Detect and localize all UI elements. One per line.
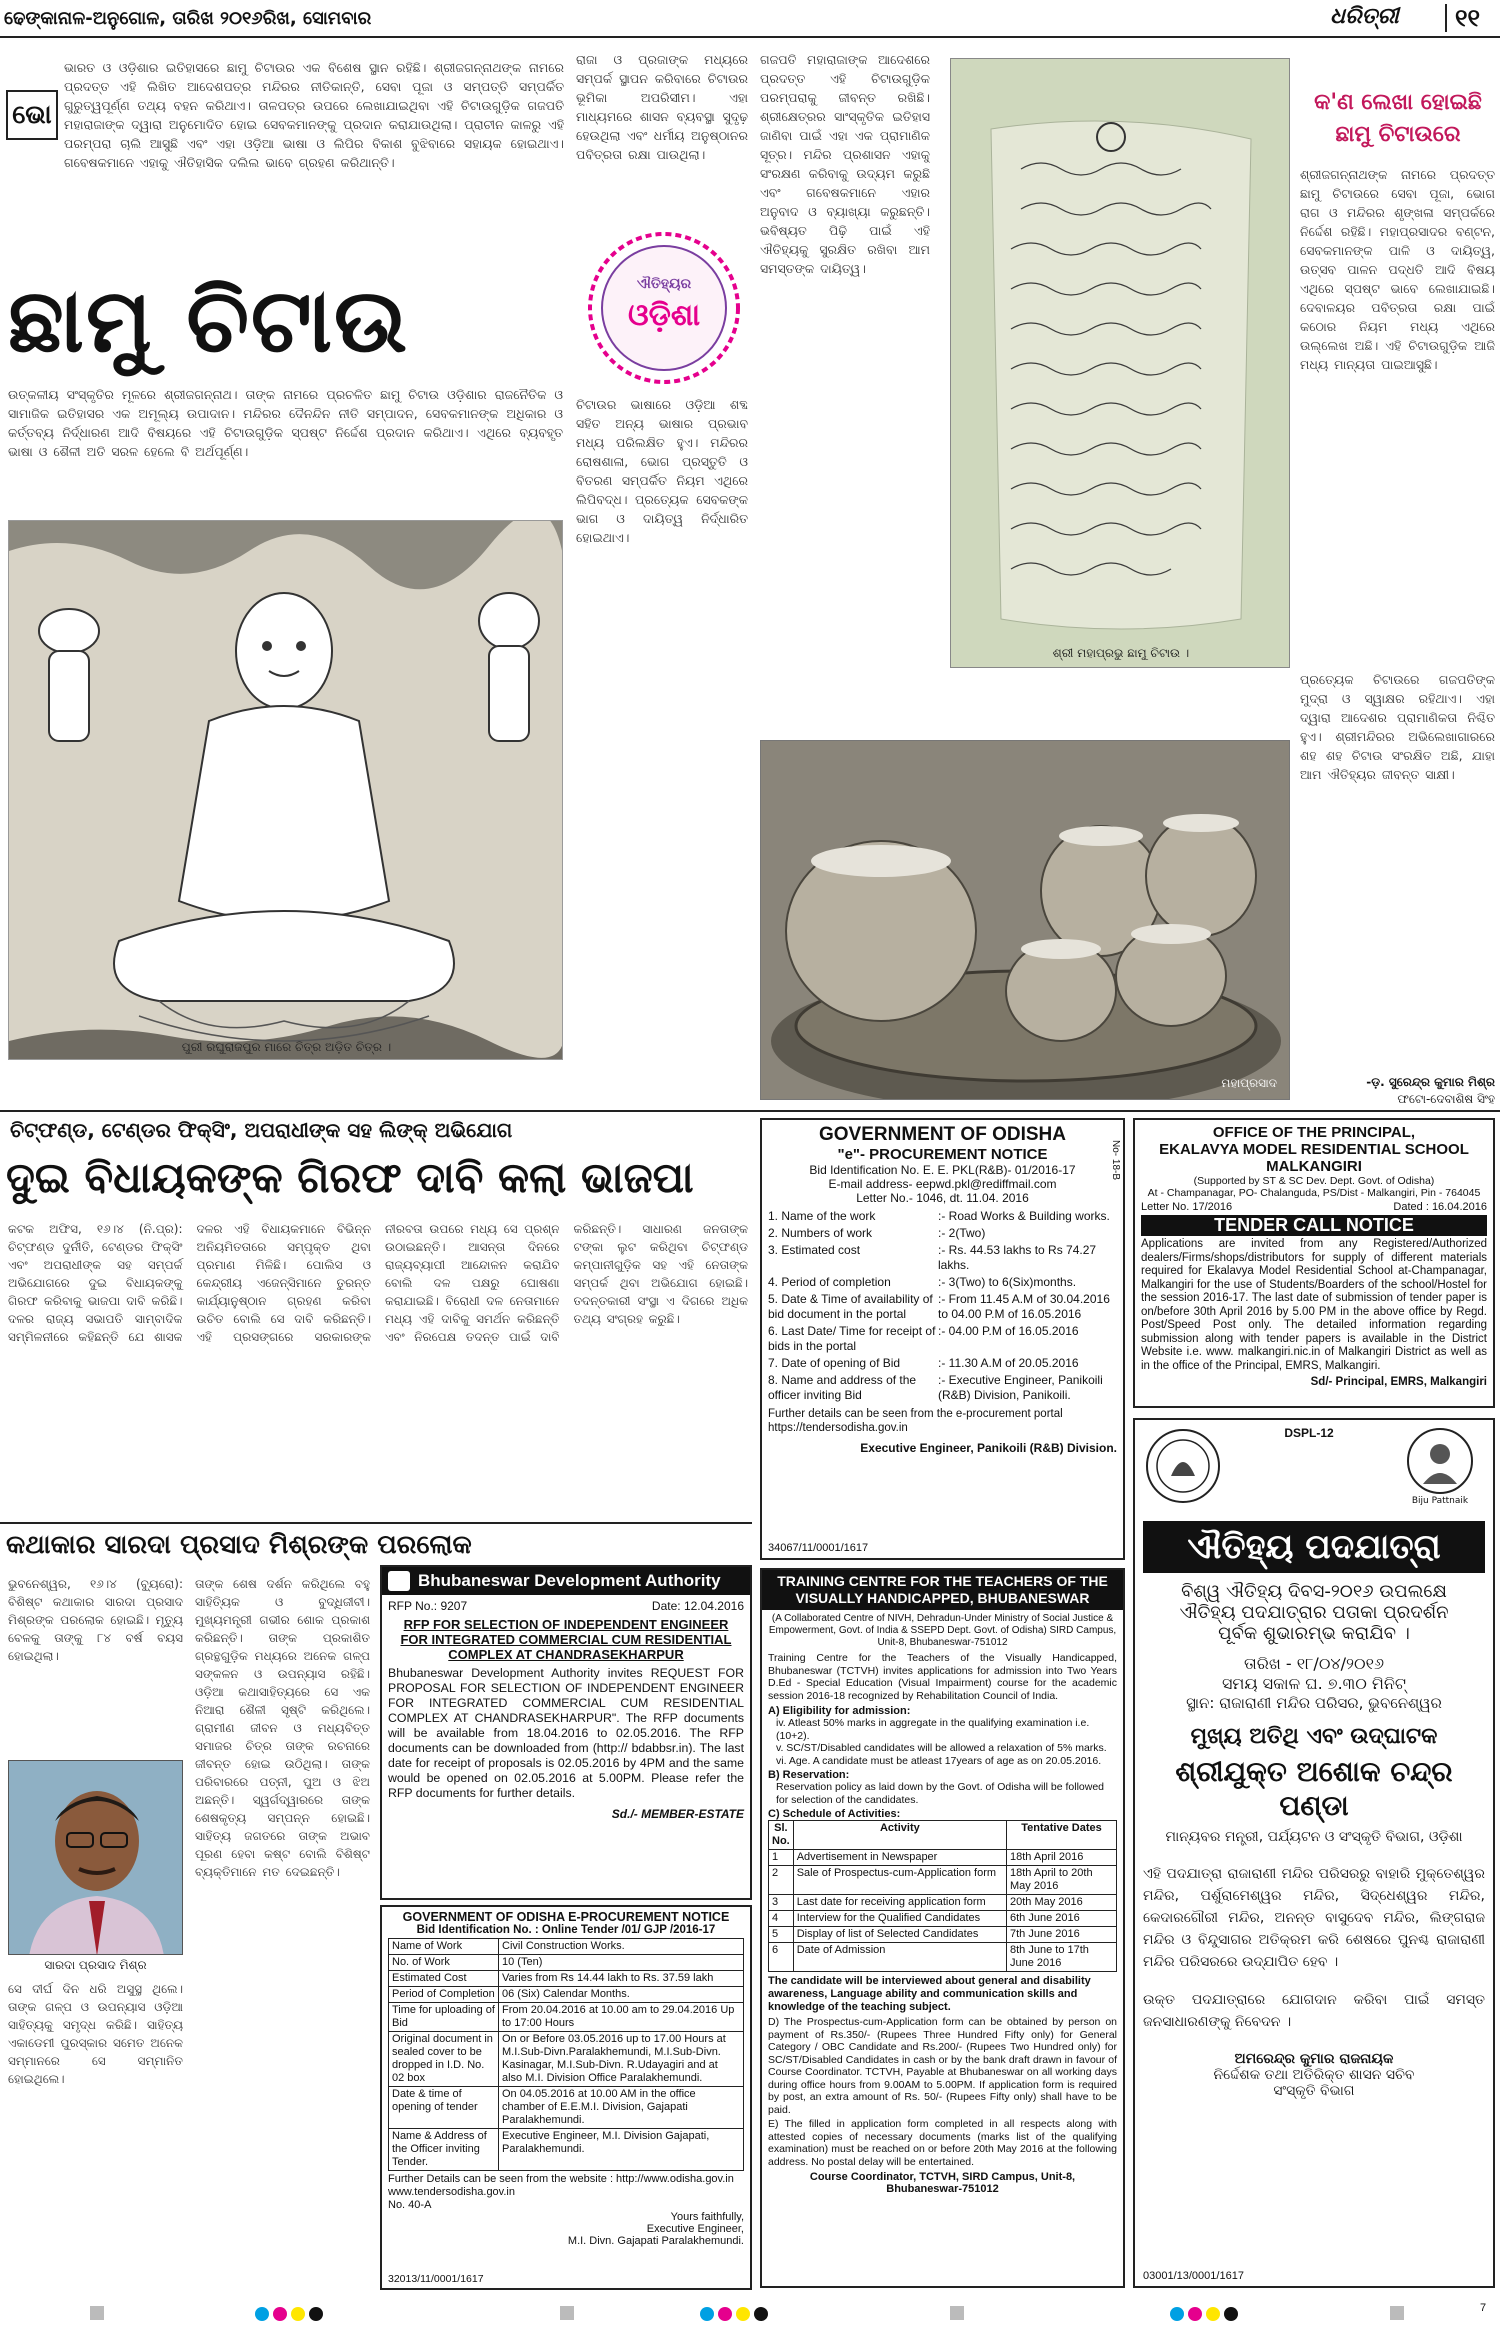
magenta-dot bbox=[718, 2307, 732, 2321]
ad-tctvh-title: TRAINING CENTRE FOR THE TEACHERS OF THE VISUALLY HANDICAPPED, BHUBANESWAR bbox=[762, 1570, 1123, 1610]
cmyk-dots-right bbox=[1170, 2306, 1242, 2325]
reg-block-left bbox=[90, 2306, 104, 2320]
schedule-cell: Last date for receiving application form bbox=[793, 1895, 1006, 1911]
ad-eproc-title: GOVERNMENT OF ODISHA bbox=[818, 1124, 1066, 1145]
eproc-row-label: 4. Period of completion bbox=[768, 1275, 891, 1289]
eproc-row-label: 7. Date of opening of Bid bbox=[768, 1356, 901, 1370]
gjp-row-label: No. of Work bbox=[389, 1955, 499, 1971]
gjp-row-value: On or Before 03.05.2016 up to 17.00 Hours at M.I.Sub-Divn.Paralakhemundi, M.I.Sub-Divn. Kasinagar, M.I.Sub-Divn. R.Udayagiri and at also M.I. Division Office Paralakhemundi. bbox=[499, 2032, 744, 2087]
manuscript-illustration bbox=[951, 59, 1290, 668]
painting-caption: ପୁରୀ ରଘୁରାଜପୁର ମାରେ ଚିତ୍ର ଅଡ଼ିତ ଚିତ୍ର । bbox=[181, 1040, 392, 1054]
ad-emrs-title-1: OFFICE OF THE PRINCIPAL, bbox=[1212, 1124, 1416, 1141]
key-dot bbox=[754, 2307, 768, 2321]
pattachitra-painting bbox=[8, 520, 563, 1060]
table-row bbox=[769, 1866, 1117, 1895]
th-sl: Sl. No. bbox=[769, 1821, 794, 1850]
ad-tctvh-intro: Training Centre for the Teachers of the Visually Handicapped, Bhubaneswar (TCTVH) invites applications for admission into Two Years D.Ed - Special Education (Visual Impairment) course for the academic session 2016-18 recognized by Rehabilitation Council of India. bbox=[768, 1652, 1117, 1702]
footer-page-marker: 7 bbox=[1480, 2302, 1487, 2314]
photo-credit: ଫଟୋ-ଦେବାଶିଷ ସିଂହ bbox=[1397, 1092, 1495, 1106]
page-number: ୧୧ bbox=[1445, 4, 1480, 32]
gjp-row-value: 10 (Ten) bbox=[499, 1955, 744, 1971]
badge-main-text: ଓଡ଼ିଶା bbox=[627, 298, 701, 333]
ad-dspl-sign3: ସଂସ୍କୃତି ବିଭାଗ bbox=[1273, 2083, 1355, 2099]
list-item: vi. Age. A candidate must be atleast 17years of age as on 20.05.2016. bbox=[776, 1754, 1102, 1767]
eproc-row-value: :- 04.00 P.M of 16.05.2016 bbox=[938, 1324, 1079, 1338]
schedule-cell: 2 bbox=[769, 1866, 794, 1895]
ad-dspl-guest-label: ମୁଖ୍ୟ ଅତିଥି ଏବଂ ଉଦ୍‌ଘାଟକ bbox=[1190, 1724, 1438, 1749]
ad-eproc-side-no: No- 18-B bbox=[1110, 1140, 1121, 1181]
reg-block-far bbox=[1390, 2306, 1404, 2320]
ad-emrs-letter: Letter No. 17/2016 bbox=[1141, 1201, 1233, 1213]
schedule-cell: 7th June 2016 bbox=[1007, 1927, 1117, 1943]
magenta-dot bbox=[273, 2307, 287, 2321]
ad-dspl-line2: ଐତିହ୍ୟ ପଦଯାତ୍ରାର ପତାକା ପ୍ରଦର୍ଶନ bbox=[1179, 1602, 1449, 1623]
ad-bda-rfp bbox=[380, 1565, 752, 1900]
list-item: iv. Atleast 50% marks in aggregate in the qualifying examination i.e. (10+2). bbox=[776, 1717, 1090, 1742]
gjp-row-value: Varies from Rs 14.44 lakh to Rs. 37.59 lakh bbox=[499, 1971, 744, 1987]
ad-emrs-title-2: EKALAVYA MODEL RESIDENTIAL SCHOOL bbox=[1159, 1141, 1469, 1158]
document-caption: ଶ୍ରୀ ମହାପ୍ରଭୁ ଛାମୁ ଚିଟାଉ । bbox=[1052, 646, 1190, 660]
schedule-cell: Advertisement in Newspaper bbox=[793, 1850, 1006, 1866]
ad-eproc-letter: Letter No.- 1046, dt. 11.04. 2016 bbox=[856, 1191, 1029, 1205]
gjp-row-value: From 20.04.2016 at 10.00 am to 29.04.2016 Up to 17:00 Hours bbox=[499, 2003, 744, 2032]
gjp-row-value: Civil Construction Works. bbox=[499, 1939, 744, 1955]
sidebar-title-1: କ'ଣ ଲେଖା ହୋଇଛି bbox=[1314, 90, 1482, 115]
feature-body-text-4: ଗଜପତି ମହାରାଜାଙ୍କ ଆଦେଶରେ ପ୍ରଦତ୍ତ ଏହି ଚିଟାଉଗୁଡ଼ିକ ପରମ୍ପରାକୁ ଜୀବନ୍ତ ରଖିଛି। ଶ୍ରୀକ୍ଷେତ୍ରର ସାଂସ୍କୃତିକ ଇତିହାସ ଜାଣିବା ପାଇଁ ଏହା ଏକ ପ୍ରାମାଣିକ ସୂତ୍ର। ମନ୍ଦିର ପ୍ରଶାସନ ଏହାକୁ ସଂରକ୍ଷଣ କରିବାକୁ ଉଦ୍ୟମ କରୁଛି ଏବଂ ଗବେଷକମାନେ ଏହାର ଅନୁବାଦ ଓ ବ୍ୟାଖ୍ୟା କରୁଛନ୍ତି। ଭବିଷ୍ୟତ ପିଢ଼ି ପାଇଁ ଏହି ଐତିହ୍ୟକୁ ସୁରକ୍ଷିତ ରଖିବା ଆମ ସମସ୍ତଙ୍କ ଦାୟିତ୍ୱ। bbox=[760, 52, 930, 276]
ad-gjp-sign3: M.I. Divn. Gajapati Paralakhemundi. bbox=[567, 2235, 744, 2247]
schedule-cell: Interview for the Qualified Candidates bbox=[793, 1911, 1006, 1927]
feature-column-text: ଉତ୍କଳୀୟ ସଂସ୍କୃତିର ମୂଳରେ ଶ୍ରୀଜଗନ୍ନାଥ। ତାଙ୍କ ନାମରେ ପ୍ରଚଳିତ ଛାମୁ ଚିଟାଉ ଓଡ଼ିଶାର ରାଜନୈତିକ ଓ ସାମାଜିକ ଇତିହାସର ଏକ ଅମୂଲ୍ୟ ଉପାଦାନ। ମନ୍ଦିରର ଦୈନନ୍ଦିନ ନୀତି ସମ୍ପାଦନ, ସେବକମାନଙ୍କ ଅଧିକାର ଓ କର୍ତ୍ତବ୍ୟ ନିର୍ଦ୍ଧାରଣ ଆଦି ବିଷୟରେ ଏହି ଚିଟାଉଗୁଡ଼ିକ ସ୍ପଷ୍ଟ ନିର୍ଦ୍ଦେଶ ପ୍ରଦାନ କରିଥାଏ। ଏଥିରେ ବ୍ୟବହୃତ ଭାଷା ଓ ଶୈଳୀ ଅତି ସରଳ ହେଲେ ବି ଅର୍ଥପୂର୍ଣ୍ଣ। bbox=[8, 387, 563, 459]
ad-bda-date: Date: 12.04.2016 bbox=[651, 1599, 744, 1613]
ad-emrs-tender bbox=[1133, 1118, 1495, 1408]
ad-gjp-table bbox=[388, 1938, 744, 2171]
ad-tctvh-b-text: Reservation policy as laid down by the Govt. of Odisha will be followed for selection of the candidates. bbox=[776, 1781, 1105, 1806]
ad-bda-title: Bhubaneswar Development Authority bbox=[418, 1571, 721, 1590]
ad-eproc-footer: Further details can be seen from the e-procurement portal https://tendersodisha.gov.in bbox=[768, 1408, 1063, 1434]
ad-heritage-walk bbox=[1133, 1418, 1495, 2288]
news2-body-2: ସେ ଦୀର୍ଘ ଦିନ ଧରି ଅସୁସ୍ଥ ଥିଲେ। ତାଙ୍କ ଗଳ୍ପ ଓ ଉପନ୍ୟାସ ଓଡ଼ିଆ ସାହିତ୍ୟକୁ ସମୃଦ୍ଧ କରିଛି। ସାହିତ୍ୟ ଏକାଡେମୀ ପୁରସ୍କାର ସମେତ ଅନେକ ସମ୍ମାନରେ ସେ ସମ୍ମାନିତ ହୋଇଥିଲେ। bbox=[8, 1982, 183, 2086]
table-row bbox=[389, 2003, 744, 2032]
schedule-cell: 18th April 2016 bbox=[1007, 1850, 1117, 1866]
ad-bda-sign: Sd./- MEMBER-ESTATE bbox=[611, 1807, 744, 1821]
eproc-row-value: :- Road Works & Building works. bbox=[938, 1209, 1110, 1223]
author-credit: -ଡ଼. ସୁରେନ୍ଦ୍ର କୁମାର ମିଶ୍ର bbox=[1366, 1075, 1495, 1089]
ad-emrs-address: At - Champanagar, PO- Chalanguda, PS/Dist - Malkangiri, Pin - 764045 bbox=[1147, 1187, 1481, 1199]
cyan-dot bbox=[1170, 2307, 1184, 2321]
ad-tctvh-admission bbox=[760, 1568, 1125, 2288]
key-dot bbox=[309, 2307, 323, 2321]
eproc-row-label: 1. Name of the work bbox=[768, 1209, 876, 1223]
badge-top-text: ଐତିହ୍ୟର bbox=[636, 276, 692, 292]
table-row bbox=[389, 1939, 744, 1955]
th-dates: Tentative Dates bbox=[1007, 1821, 1117, 1850]
pots-caption: ମହାପ୍ରସାଦ bbox=[1221, 1076, 1277, 1090]
page-header bbox=[0, 0, 1500, 38]
ad-tctvh-a-head: A) Eligibility for admission: bbox=[768, 1705, 911, 1717]
ad-dspl-banner: ଐତିହ୍ୟ ପଦଯାତ୍ରା bbox=[1143, 1521, 1485, 1573]
news1-bottom-rule bbox=[0, 1522, 752, 1524]
eproc-row-label: 8. Name and address of the officer inviting Bid bbox=[768, 1373, 917, 1402]
author-photo-caption: ସାରଦା ପ୍ରସାଦ ମିଶ୍ର bbox=[44, 1958, 147, 1972]
ad-tctvh-interview: The candidate will be interviewed about general and disability awareness, Language ability and communication skills and knowledge of the teaching subject. bbox=[768, 1975, 1091, 2013]
intro-text: ଭାରତ ଓ ଓଡ଼ିଶାର ଇତିହାସରେ ଛାମୁ ଚିଟାଉର ଏକ ବିଶେଷ ସ୍ଥାନ ରହିଛି। ଶ୍ରୀଜଗନ୍ନାଥଙ୍କ ନାମରେ ପ୍ରଦତ୍ତ ଏହି ଲିଖିତ ଆଦେଶପତ୍ର ମନ୍ଦିରର ନୀତିକାନ୍ତି, ସେବା ପୂଜା ଓ ସମ୍ପତ୍ତି ସମ୍ପର୍କିତ ଗୁରୁତ୍ୱପୂର୍ଣ୍ଣ ତଥ୍ୟ ବହନ କରିଥାଏ। ତାଳପତ୍ର ଉପରେ ଲେଖାଯାଇଥିବା ଏହି ଚିଟାଉଗୁଡ଼ିକ ଗଜପତି ମହାରାଜାଙ୍କ ଦ୍ୱାରା ଅନୁମୋଦିତ ହୋଇ ସେବକମାନଙ୍କୁ ପ୍ରଦାନ କରାଯାଉଥିଲା। ପ୍ରାଚୀନ କାଳରୁ ଏହି ପରମ୍ପରା ଚାଲି ଆସୁଛି ଏବଂ ଏହା ଓଡ଼ିଆ ଭାଷା ଓ ଲିପିର ବିକାଶ ବୁଝିବାରେ ସହାୟକ ହୋଇଥାଏ। ଗବେଷକମାନେ ଏହାକୁ ଐତିହାସିକ ଦଲିଲ ଭାବେ ଗ୍ରହଣ କରିଥାନ୍ତି। bbox=[64, 60, 564, 170]
ad-tctvh-b-head: B) Reservation: bbox=[768, 1769, 850, 1781]
gjp-row-label: Original document in sealed cover to be dropped in I.D. No. 02 box bbox=[389, 2032, 499, 2087]
ad-dspl-invite: ଉକ୍ତ ପଦଯାତ୍ରାରେ ଯୋଗଦାନ କରିବା ପାଇଁ ସମସ୍ତ ଜନସାଧାରଣଙ୍କୁ ନିବେଦନ । bbox=[1143, 1992, 1485, 2030]
dateline: ଢେଙ୍କାନାଳ-ଅନୁଗୋଳ, ତାରିଖ ୨୦୧୬ରିଖ, ସୋମବାର bbox=[4, 8, 372, 29]
ad-emrs-sign: Sd/- Principal, EMRS, Malkangiri bbox=[1310, 1376, 1487, 1388]
ad-gjp-sign1: Yours faithfully, bbox=[670, 2211, 744, 2223]
ad-eproc-subtitle: "e"- PROCUREMENT NOTICE bbox=[837, 1146, 1048, 1163]
logo-caption: Biju Pattnaik bbox=[1411, 1496, 1469, 1506]
ad-eproc-bid-id: Bid Identification No. E. E. PKL(R&B)- 01/2016-17 bbox=[809, 1163, 1076, 1177]
key-dot bbox=[1224, 2307, 1238, 2321]
ad-bda-rfp-no: RFP No.: 9207 bbox=[388, 1599, 468, 1613]
eproc-row-value: :- 2(Two) bbox=[938, 1226, 986, 1240]
schedule-cell: 5 bbox=[769, 1927, 794, 1943]
gjp-row-label: Time for uploading of Bid bbox=[389, 2003, 499, 2032]
ad-gjp-title: GOVERNMENT OF ODISHA E-PROCUREMENT NOTICE bbox=[402, 1910, 730, 1924]
eproc-row-label: 2. Numbers of work bbox=[768, 1226, 873, 1240]
table-row bbox=[389, 1955, 744, 1971]
table-row bbox=[769, 1943, 1117, 1972]
yellow-dot bbox=[291, 2307, 305, 2321]
ad-tctvh-sign1: Course Coordinator, TCTVH, SIRD Campus, Unit-8, bbox=[809, 2171, 1076, 2183]
chitau-document-photo bbox=[950, 58, 1290, 668]
ad-tctvh-a-items bbox=[768, 1717, 1117, 1767]
section-name: ଧରିତ୍ରୀ bbox=[1330, 4, 1399, 29]
table-row bbox=[769, 1911, 1117, 1927]
feature-body-text-2: ରାଜା ଓ ପ୍ରଜାଙ୍କ ମଧ୍ୟରେ ସମ୍ପର୍କ ସ୍ଥାପନ କରିବାରେ ଚିଟାଉର ଭୂମିକା ଅପରିସୀମ। ଏହା ମାଧ୍ୟମରେ ଶାସନ ବ୍ୟବସ୍ଥା ସୁଦୃଢ଼ ହେଉଥିଲା ଏବଂ ଧର୍ମୀୟ ଅନୁଷ୍ଠାନର ପବିତ୍ରତା ରକ୍ଷା ପାଉଥିଲା। bbox=[576, 52, 748, 162]
schedule-cell: 8th June to 17th June 2016 bbox=[1007, 1943, 1117, 1972]
cmyk-dots-mid bbox=[700, 2306, 772, 2325]
table-row bbox=[389, 2129, 744, 2171]
gjp-row-value: On 04.05.2016 at 10.00 AM in the office chamber of E.E.M.I. Division, Gajapati Paralakhemundi. bbox=[499, 2087, 744, 2129]
gjp-row-label: Date & time of opening of tender bbox=[389, 2087, 499, 2129]
list-item: v. SC/ST/Disabled candidates will be allowed a relaxation of 5% marks. bbox=[776, 1742, 1107, 1754]
schedule-cell: 3 bbox=[769, 1895, 794, 1911]
eproc-row bbox=[768, 1356, 1117, 1371]
ad-dspl-sign2: ନିର୍ଦ୍ଦେଶକ ତଥା ଅତିରିକ୍ତ ଶାସନ ସଚିବ bbox=[1213, 2067, 1415, 2083]
schedule-cell: 6th June 2016 bbox=[1007, 1911, 1117, 1927]
ad-dspl-code-footer: 03001/13/0001/1617 bbox=[1143, 2270, 1244, 2282]
pots-illustration bbox=[761, 741, 1290, 1100]
eproc-row bbox=[768, 1209, 1117, 1224]
ad-eproc-code: 34067/11/0001/1617 bbox=[768, 1542, 869, 1554]
feature-end-text: ପ୍ରତ୍ୟେକ ଚିଟାଉରେ ଗଜପତିଙ୍କ ମୁଦ୍ରା ଓ ସ୍ୱାକ୍ଷର ରହିଥାଏ। ଏହା ଦ୍ୱାରା ଆଦେଶର ପ୍ରାମାଣିକତା ନିଶ୍ଚିତ ହୁଏ। ଶ୍ରୀମନ୍ଦିରର ଅଭିଲେଖାଗାରରେ ଶହ ଶହ ଚିଟାଉ ସଂରକ୍ଷିତ ଅଛି, ଯାହା ଆମ ଐତିହ୍ୟର ଜୀବନ୍ତ ସାକ୍ଷୀ। bbox=[1300, 672, 1495, 782]
gjp-row-value: Executive Engineer, M.I. Division Gajapati, Paralakhemundi. bbox=[499, 2129, 744, 2171]
feature-intro-column bbox=[6, 50, 566, 260]
ad-tctvh-sign2: Bhubaneswar-751012 bbox=[886, 2183, 999, 2195]
ad-gjp-bid: Bid Identification No. : Online Tender /01/ GJP /2016-17 bbox=[416, 1924, 716, 1936]
ad-tctvh-schedule bbox=[768, 1820, 1117, 1972]
table-row bbox=[389, 2032, 744, 2087]
painting-illustration bbox=[9, 521, 563, 1060]
ad-bda-body: Bhubaneswar Development Authority invites REQUEST FOR PROPOSAL FOR SELECTION OF INDEPENDENT ENGINEER FOR INTEGRATED COMMERCIAL CUM RESIDENTIAL COMPLEX AT CHANDRASEKHARPUR". The RFP documents will be available from 18.04.2016 to 02.05.2016. The RFP documents can be downloaded from (http:// bdabbsr.in). The last date for receipt of proposals is 02.05.2016 by 4PM and the same would be opened on 02.05.2016 at 5.00PM. Please refer the RFP documents for further details. bbox=[388, 1666, 744, 1800]
table-row bbox=[769, 1850, 1117, 1866]
ad-emrs-supported: (Supported by ST & SC Dev. Dept. Govt. of Odisha) bbox=[1193, 1175, 1435, 1187]
news1-body: କଟକ ଅଫିସ, ୧୬।୪ (ନି.ପ୍ର): ଚିଟ୍‌ଫଣ୍ଡ ଦୁର୍ନୀତି, ଟେଣ୍ଡର ଫିକ୍ସିଂ ଏବଂ ଅପରାଧୀଙ୍କ ସହ ସମ୍ପର୍କ ଅଭିଯୋଗରେ ଦୁଇ ବିଧାୟକଙ୍କୁ ଗିରଫ କରିବାକୁ ଭାଜପା ଦାବି କରିଛି। ଦଳର ରାଜ୍ୟ ସଭାପତି ସାମ୍ବାଦିକ ସମ୍ମିଳନୀରେ କହିଛନ୍ତି ଯେ ଶାସକ ଦଳର ଏହି ବିଧାୟକମାନେ ବିଭିନ୍ନ ଅନିୟମିତତାରେ ସମ୍ପୃକ୍ତ ଥିବା ପ୍ରମାଣ ମିଳିଛି। ପୋଲିସ ଓ କେନ୍ଦ୍ରୀୟ ଏଜେନ୍ସିମାନେ ତୁରନ୍ତ କାର୍ଯ୍ୟାନୁଷ୍ଠାନ ଗ୍ରହଣ କରିବା ଉଚିତ ବୋଲି ସେ ଦାବି କରିଛନ୍ତି। ଏହି ପ୍ରସଙ୍ଗରେ ସରକାରଙ୍କ ନୀରବତା ଉପରେ ମଧ୍ୟ ସେ ପ୍ରଶ୍ନ ଉଠାଇଛନ୍ତି। ଆସନ୍ତା ଦିନରେ ରାଜ୍ୟବ୍ୟାପୀ ଆନ୍ଦୋଳନ କରାଯିବ ବୋଲି ଦଳ ପକ୍ଷରୁ ଘୋଷଣା କରାଯାଇଛି। ବିରୋଧୀ ଦଳ ନେତାମାନେ ମଧ୍ୟ ଏହି ଦାବିକୁ ସମର୍ଥନ କରିଛନ୍ତି ଏବଂ ନିରପେକ୍ଷ ତଦନ୍ତ ପାଇଁ ଦାବି କରିଛନ୍ତି। ସାଧାରଣ ଜନତାଙ୍କ ଟଙ୍କା ଲୁଟ କରିଥିବା ଚିଟ୍‌ଫଣ୍ଡ କମ୍ପାନୀଗୁଡ଼ିକ ସହ ଏହି ନେତାଙ୍କ ସମ୍ପର୍କ ଥିବା ଅଭିଯୋଗ ହୋଇଛି। ତଦନ୍ତକାରୀ ସଂସ୍ଥା ଏ ଦିଗରେ ଅଧିକ ତଥ୍ୟ ସଂଗ୍ରହ କରୁଛି। bbox=[8, 1222, 748, 1344]
author-photo bbox=[8, 1760, 183, 1955]
ad-emrs-banner: TENDER CALL NOTICE bbox=[1141, 1215, 1487, 1236]
ad-dspl-line1: ବିଶ୍ୱ ଐତିହ୍ୟ ଦିବସ-୨୦୧୬ ଉପଲକ୍ଷେ bbox=[1181, 1581, 1447, 1602]
eproc-row bbox=[768, 1292, 1117, 1322]
reg-block-right bbox=[950, 2306, 964, 2320]
ad-dspl-guest-title: ମାନ୍ୟବର ମନ୍ତ୍ରୀ, ପର୍ଯ୍ୟଟନ ଓ ସଂସ୍କୃତି ବିଭାଗ, ଓଡ଼ିଶା bbox=[1165, 1829, 1463, 1845]
odisha-tourism-logo-icon bbox=[1405, 1426, 1475, 1496]
th-activity: Activity bbox=[793, 1821, 1006, 1850]
ad-dspl-line3: ପୂର୍ବକ ଶୁଭାରମ୍ଭ କରାଯିବ । bbox=[1218, 1623, 1410, 1644]
ad-eproc-sign: Executive Engineer, Panikoili (R&B) Division. bbox=[860, 1441, 1117, 1455]
eproc-row bbox=[768, 1243, 1117, 1273]
table-row bbox=[389, 1971, 744, 1987]
ad-dspl-body: ଏହି ପଦଯାତ୍ରା ରାଜାରାଣୀ ମନ୍ଦିର ପରିସରରୁ ବାହାରି ମୁକ୍ତେଶ୍ୱର ମନ୍ଦିର, ପର୍ଶୁରାମେଶ୍ୱର ମନ୍ଦିର, ସିଦ୍ଧେଶ୍ୱର ମନ୍ଦିର, କେଦାରଗୌରୀ ମନ୍ଦିର, ଅନନ୍ତ ବାସୁଦେବ ମନ୍ଦିର, ଲିଙ୍ଗରାଜ ମନ୍ଦିର ଓ ବିନ୍ଦୁସାଗର ଅତିକ୍ରମ କରି ଶେଷରେ ପୁନଶ୍ଚ ରାଜାରାଣୀ ମନ୍ଦିର ପରିସରରେ ଉଦ୍‌ଯାପିତ ହେବ । bbox=[1143, 1866, 1485, 1970]
gjp-row-label: Estimated Cost bbox=[389, 1971, 499, 1987]
ad-tctvh-e: E) The filled in application form completed in all respects along with attested copies of necessary documents (marks list of the qualifying examination) must be reached on or before 20th May 2016 at the following address. No postal delay will be entertained. bbox=[768, 2118, 1117, 2168]
schedule-cell: Sale of Prospectus-cum-Application form bbox=[793, 1866, 1006, 1895]
news2-body-3: ତାଙ୍କ ଶେଷ ଦର୍ଶନ କରିଥିଲେ ବହୁ ସାହିତ୍ୟିକ ଓ ବୁଦ୍ଧିଜୀବୀ। ମୁଖ୍ୟମନ୍ତ୍ରୀ ଗଭୀର ଶୋକ ପ୍ରକାଶ କରିଛନ୍ତି। ତାଙ୍କ ପ୍ରକାଶିତ ଗ୍ରନ୍ଥଗୁଡ଼ିକ ମଧ୍ୟରେ ଅନେକ ଗଳ୍ପ ସଙ୍କଳନ ଓ ଉପନ୍ୟାସ ରହିଛି। ଓଡ଼ିଆ କଥାସାହିତ୍ୟରେ ସେ ଏକ ନିଆରା ଶୈଳୀ ସୃଷ୍ଟି କରିଥିଲେ। ଗ୍ରାମୀଣ ଜୀବନ ଓ ମଧ୍ୟବିତ୍ତ ସମାଜର ଚିତ୍ର ତାଙ୍କ ରଚନାରେ ଜୀବନ୍ତ ହୋଇ ଉଠିଥିଲା। ତାଙ୍କ ପରିବାରରେ ପତ୍ନୀ, ପୁଅ ଓ ଝିଅ ଅଛନ୍ତି। ସ୍ୱର୍ଗଦ୍ୱାରରେ ତାଙ୍କ ଶେଷକୃତ୍ୟ ସମ୍ପନ୍ନ ହୋଇଛି। ସାହିତ୍ୟ ଜଗତରେ ତାଙ୍କ ଅଭାବ ପୂରଣ ହେବା କଷ୍ଟ ବୋଲି ବିଶିଷ୍ଟ ବ୍ୟକ୍ତିମାନେ ମତ ଦେଇଛନ୍ତି। bbox=[195, 1577, 370, 1879]
ad-dspl-venue: ସ୍ଥାନ: ରାଜାରାଣୀ ମନ୍ଦିର ପରିସର, ଭୁବନେଶ୍ୱର bbox=[1186, 1694, 1442, 1712]
ad-emrs-body: Applications are invited from any Registered/Authorized dealers/Firms/shops/distributors for supply of different materials required for Ekalavya Model Residential School at-Champanagar, Malkangiri for the use of Students/Boarders of the school/Hostel for the session 2016-17. The last date of submission of tender paper is on/before 30th April 2016 by 5.00 PM in the above office by Regd. Post/Speed Post only. The detailed information regarding submission along with tender papers is available in the District Website i.e. www. malkangiri.nic.in of Malkangiri District as well as in the office of the Principal, EMRS, Malkangiri. bbox=[1141, 1238, 1487, 1372]
ad-dspl-time: ସମୟ ସକାଳ ଘ. ୭.୩୦ ମିନିଟ୍ bbox=[1221, 1674, 1406, 1693]
ad-dspl-sign1: ଅମରେନ୍ଦ୍ର କୁମାର ରାଜନାୟକ bbox=[1234, 2051, 1394, 2067]
ad-gjp-code: 32013/11/0001/1617 bbox=[388, 2273, 484, 2285]
heritage-badge bbox=[584, 228, 744, 388]
news2-body-1: ଭୁବନେଶ୍ୱର, ୧୬।୪ (ବ୍ୟୁରୋ): ବିଶିଷ୍ଟ କଥାକାର ସାରଦା ପ୍ରସାଦ ମିଶ୍ରଙ୍କ ପରଲୋକ ହୋଇଛି। ମୃତ୍ୟୁ ବେଳକୁ ତାଙ୍କୁ ୮୪ ବର୍ଷ ବୟସ ହୋଇଥିଲା। bbox=[8, 1577, 183, 1663]
gjp-row-value: 06 (Six) Calendar Months. bbox=[499, 1987, 744, 2003]
portrait-illustration bbox=[9, 1761, 183, 1955]
magenta-dot bbox=[1188, 2307, 1202, 2321]
schedule-cell: 4 bbox=[769, 1911, 794, 1927]
ad-eprocurement-panikoili bbox=[760, 1118, 1125, 1560]
bda-logo-icon bbox=[388, 1571, 410, 1591]
ad-dspl-date: ତାରିଖ - ୧୮/୦୪/୨୦୧୬ bbox=[1243, 1654, 1384, 1673]
feature-body-text-3: ଚିଟାଉର ଭାଷାରେ ଓଡ଼ିଆ ଶବ୍ଦ ସହିତ ଅନ୍ୟ ଭାଷାର ପ୍ରଭାବ ମଧ୍ୟ ପରିଲକ୍ଷିତ ହୁଏ। ମନ୍ଦିରର ରୋଷଶାଳା, ଭୋଗ ପ୍ରସ୍ତୁତି ଓ ବିତରଣ ସମ୍ପର୍କିତ ନିୟମ ଏଥିରେ ଲିପିବଦ୍ଧ। ପ୍ରତ୍ୟେକ ସେବକଙ୍କ ଭାଗ ଓ ଦାୟିତ୍ୱ ନିର୍ଦ୍ଧାରିତ ହୋଇଥାଏ। bbox=[576, 397, 748, 545]
eproc-row-value: :- 11.30 A.M of 20.05.2016 bbox=[938, 1356, 1079, 1370]
mahaprasad-pots-photo bbox=[760, 740, 1290, 1100]
schedule-cell: 18th April to 20th May 2016 bbox=[1007, 1866, 1117, 1895]
drop-cap: ଭୋ bbox=[6, 90, 58, 140]
table-row bbox=[389, 2087, 744, 2129]
gjp-row-label: Name & Address of the Officer inviting Tender. bbox=[389, 2129, 499, 2171]
yellow-dot bbox=[736, 2307, 750, 2321]
table-row bbox=[389, 1987, 744, 2003]
gjp-row-label: Period of Completion bbox=[389, 1987, 499, 2003]
ad-gjp-memo: No. 40-A bbox=[388, 2199, 432, 2211]
ad-emrs-date: Dated : 16.04.2016 bbox=[1393, 1201, 1487, 1213]
schedule-cell: Display of list of Selected Candidates bbox=[793, 1927, 1006, 1943]
table-row bbox=[769, 1927, 1117, 1943]
eproc-row-value: :- 3(Two) to 6(Six)months. bbox=[938, 1275, 1077, 1289]
eproc-row bbox=[768, 1226, 1117, 1241]
eproc-row-value: :- Executive Engineer, Panikoili (R&B) Division, Panikoili. bbox=[938, 1373, 1103, 1402]
eproc-row-value: :- Rs. 44.53 lakhs to Rs 74.27 lakhs. bbox=[938, 1243, 1097, 1272]
news1-kicker: ଚିଟ୍‌ଫଣ୍ଡ, ଟେଣ୍ଡର ଫିକ୍ସିଂ, ଅପରାଧୀଙ୍କ ସହ ଲିଙ୍କ୍ ଅଭିଯୋଗ bbox=[10, 1118, 513, 1142]
odisha-emblem-icon bbox=[1143, 1426, 1223, 1506]
yellow-dot bbox=[1206, 2307, 1220, 2321]
schedule-cell: 20th May 2016 bbox=[1007, 1895, 1117, 1911]
ad-emrs-title-3: MALKANGIRI bbox=[1266, 1158, 1362, 1175]
eproc-row bbox=[768, 1275, 1117, 1290]
ad-bda-subject: RFP FOR SELECTION OF INDEPENDENT ENGINEER FOR INTEGRATED COMMERCIAL CUM RESIDENTIAL COMPLEX AT CHANDRASEKHARPUR bbox=[400, 1617, 732, 1662]
ad-gajapati-eproc bbox=[380, 1905, 752, 2290]
gjp-row-label: Name of Work bbox=[389, 1939, 499, 1955]
ad-gjp-sign2: Executive Engineer, bbox=[646, 2223, 744, 2235]
eproc-row-label: 6. Last Date/ Time for receipt of bids in the portal bbox=[768, 1324, 936, 1353]
schedule-cell: 6 bbox=[769, 1943, 794, 1972]
ad-tctvh-sub: (A Collaborated Centre of NIVH, Dehradun-Under Ministry of Social Justice & Empowerment, Govt. of India & SSEPD Dept. Govt. of Odisha) SIRD Campus, Unit-8, Bhubaneswar-751012 bbox=[768, 1613, 1117, 1648]
table-row bbox=[769, 1895, 1117, 1911]
reg-block-mid bbox=[560, 2306, 574, 2320]
eproc-row-label: 5. Date & Time of availability of bid document in the portal bbox=[768, 1292, 933, 1321]
cyan-dot bbox=[700, 2307, 714, 2321]
eproc-row-value: :- From 11.45 A.M of 30.04.2016 to 04.00 P.M of 16.05.2016 bbox=[938, 1292, 1110, 1321]
schedule-cell: 1 bbox=[769, 1850, 794, 1866]
cyan-dot bbox=[255, 2307, 269, 2321]
print-registration-strip bbox=[0, 2298, 1500, 2332]
sidebar-text: ଶ୍ରୀଜଗନ୍ନାଥଙ୍କ ନାମରେ ପ୍ରଦତ୍ତ ଛାମୁ ଚିଟାଉରେ ସେବା ପୂଜା, ଭୋଗ ରାଗ ଓ ମନ୍ଦିରର ଶୃଙ୍ଖଳା ସମ୍ପର୍କରେ ନିର୍ଦ୍ଦେଶ ରହିଛି। ମହାପ୍ରସାଦର ବଣ୍ଟନ, ସେବକମାନଙ୍କ ପାଳି ଓ ଦାୟିତ୍ୱ, ଉତ୍ସବ ପାଳନ ପଦ୍ଧତି ଆଦି ବିଷୟ ଏଥିରେ ସ୍ପଷ୍ଟ ଭାବେ ଲେଖାଯାଇଛି। ଦେବାଳୟର ପବିତ୍ରତା ରକ୍ଷା ପାଇଁ କଠୋର ନିୟମ ମଧ୍ୟ ଏଥିରେ ଉଲ୍ଲେଖ ଅଛି। ଏହି ଚିଟାଉଗୁଡ଼ିକ ଆଜି ମଧ୍ୟ ମାନ୍ୟତା ପାଇଆସୁଛି। bbox=[1300, 167, 1495, 372]
ad-dspl-code: DSPL-12 bbox=[1284, 1426, 1334, 1440]
ad-tctvh-d: D) The Prospectus-cum-Application form can be obtained by person on payment of Rs.350/- (Rupees Three Hundred Fifty only) for General Category / OBC Candidate and Rs.200/- (Rupees Two Hundred only) for SC/ST/Disabled Candidates in cash or by the bank draft drawn in favour of Course Coordinator. TCTVH, Payable at Bhubaneswar on all working days during office hours from 9.00AM to 5.00PM. If application form is required by post, an extra amount of Rs. 50/- (Rupees Fifty only) shall have to be paid. bbox=[768, 2016, 1117, 2116]
ad-tctvh-c-head: C) Schedule of Activities: bbox=[768, 1808, 901, 1820]
news1-headline: ଦୁଇ ବିଧାୟକଙ୍କ ଗିରଫ ଦାବି କଲା ଭାଜପା bbox=[6, 1153, 694, 1202]
eproc-row bbox=[768, 1324, 1117, 1354]
ad-dspl-guest-name: ଶ୍ରୀଯୁକ୍ତ ଅଶୋକ ଚନ୍ଦ୍ର ପଣ୍ଡା bbox=[1175, 1755, 1453, 1822]
eproc-row-label: 3. Estimated cost bbox=[768, 1243, 861, 1257]
ad-gjp-footer: Further Details can be seen from the website : http://www.odisha.gov.in www.tendersodisha.gov.in bbox=[388, 2173, 734, 2198]
feature-title: ଛାମୁ ଚିଟାଉ bbox=[8, 268, 410, 372]
feature-bottom-rule bbox=[0, 1110, 1500, 1112]
schedule-cell: Date of Admission bbox=[793, 1943, 1006, 1972]
sidebar-title-2: ଛାମୁ ଚିଟାଉରେ bbox=[1335, 122, 1461, 147]
cmyk-dots-left bbox=[255, 2306, 327, 2325]
eproc-row bbox=[768, 1373, 1117, 1403]
news2-headline: କଥାକାର ସାରଦା ପ୍ରସାଦ ମିଶ୍ରଙ୍କ ପରଲୋକ bbox=[6, 1530, 472, 1560]
ad-eproc-rows bbox=[768, 1209, 1117, 1403]
ad-eproc-email: E-mail address- eepwd.pkl@rediffmail.com bbox=[828, 1177, 1057, 1191]
